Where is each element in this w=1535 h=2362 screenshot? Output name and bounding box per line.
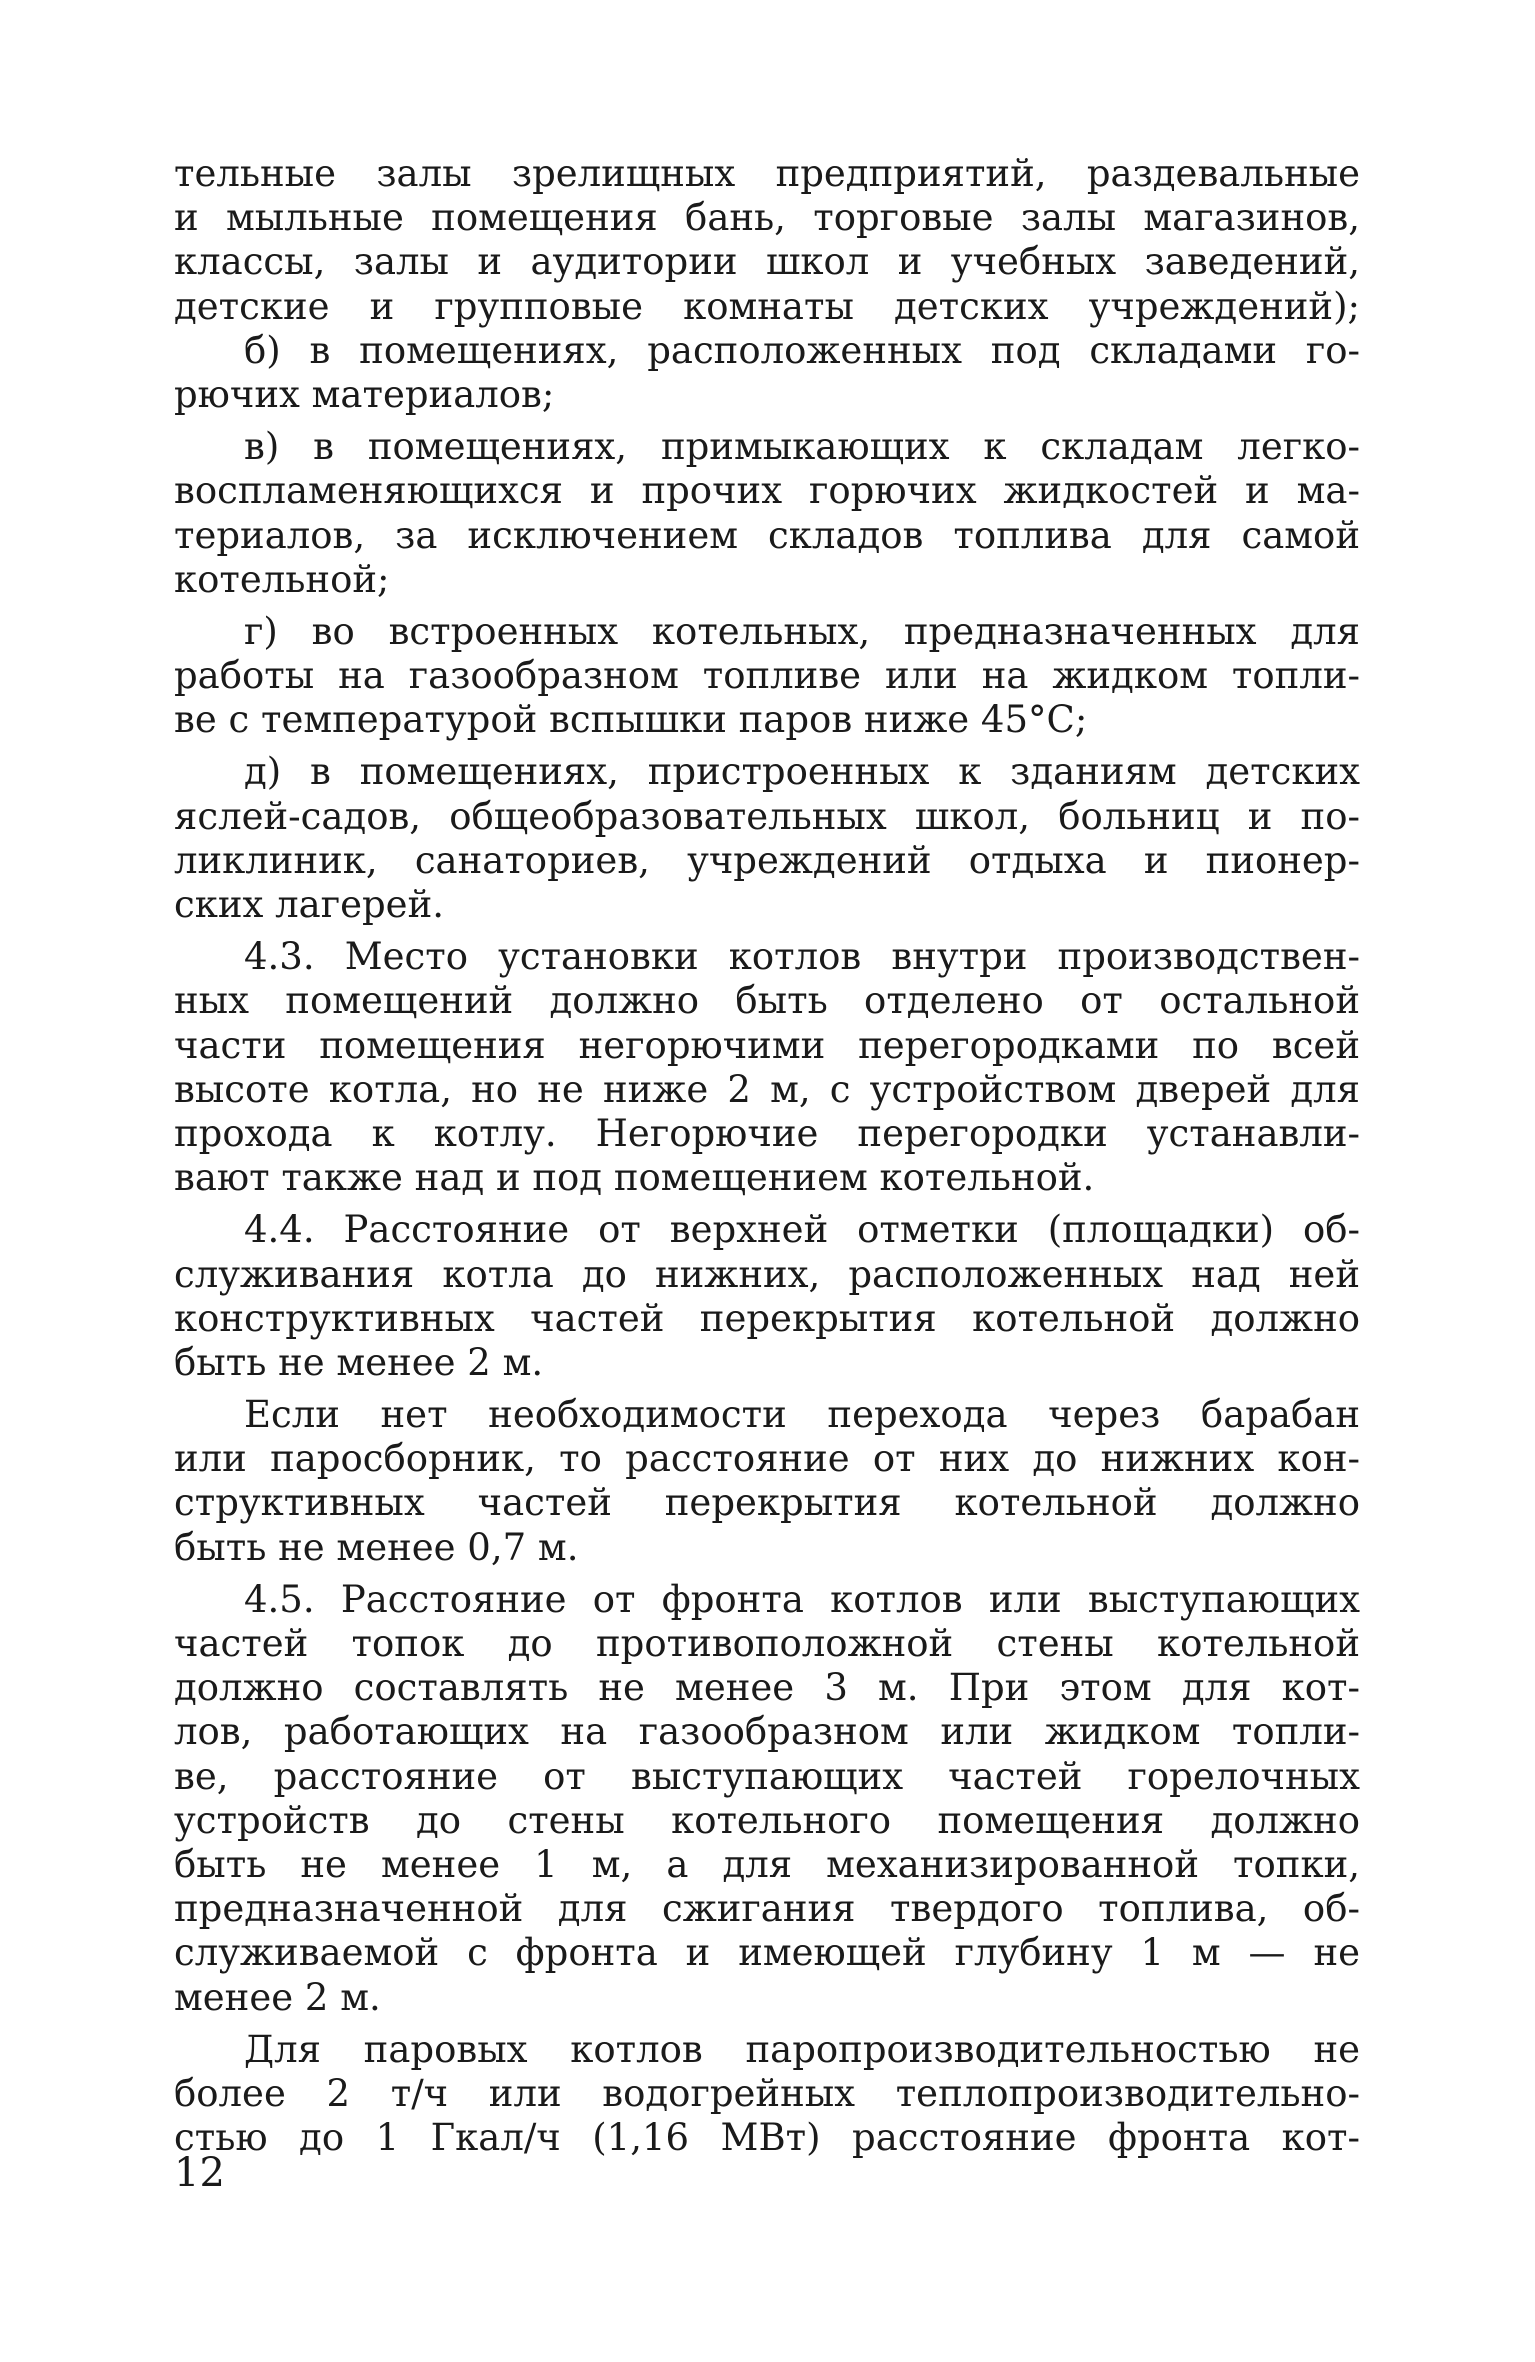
text-line: Для паровых котлов паропроизводительностью не — [244, 2027, 1360, 2071]
text-line: стью до 1 Гкал/ч (1,16 МВт) расстояние фронта кот- — [174, 2116, 1360, 2160]
paragraph-gap — [174, 1200, 1360, 1208]
text-line: 4.5. Расстояние от фронта котлов или выступающих — [244, 1577, 1360, 1621]
text-line: более 2 т/ч или водогрейных теплопроизводительно- — [174, 2071, 1360, 2115]
text-line: ных помещений должно быть отделено от остальной — [174, 979, 1360, 1023]
text-line: быть не менее 2 м. — [174, 1340, 544, 1384]
text-line: конструктивных частей перекрытия котельной должно — [174, 1296, 1360, 1340]
text-line: воспламеняющихся и прочих горючих жидкостей и ма- — [174, 469, 1360, 513]
text-line: териалов, за исключением складов топлива для самой — [174, 513, 1360, 557]
paragraph-gap — [174, 742, 1360, 750]
text-line: лов, работающих на газообразном или жидком топли- — [174, 1710, 1360, 1754]
text-line: ве с температурой вспышки паров ниже 45°С; — [174, 698, 1088, 742]
text-line: тельные залы зрелищных предприятий, раздевальные — [174, 152, 1360, 195]
page-number: 12 — [174, 2150, 225, 2196]
paragraph-gap — [174, 927, 1360, 935]
body-text — [174, 152, 1360, 2160]
text-line: ликлиник, санаториев, учреждений отдыха и пионер- — [174, 838, 1360, 882]
text-line: детские и групповые комнаты детских учреждений); — [174, 284, 1360, 328]
text-line: служивания котла до нижних, расположенных над ней — [174, 1252, 1360, 1296]
text-line: частей топок до противоположной стены котельной — [174, 1622, 1360, 1665]
text-line: прохода к котлу. Негорючие перегородки устанавли- — [174, 1111, 1360, 1155]
paragraph-gap — [174, 2020, 1360, 2028]
text-line: яслей-садов, общеобразовательных школ, больниц и по- — [174, 794, 1360, 838]
text-line: менее 2 м. — [174, 1975, 381, 2019]
text-line: б) в помещениях, расположенных под складами го- — [244, 328, 1360, 372]
text-line: и мыльные помещения бань, торговые залы магазинов, — [174, 196, 1360, 240]
paragraph-gap — [174, 1570, 1360, 1578]
text-line: служиваемой с фронта и имеющей глубину 1 м — не — [174, 1931, 1360, 1975]
text-line: Если нет необходимости перехода через барабан — [244, 1393, 1360, 1437]
text-line: ве, расстояние от выступающих частей горелочных — [174, 1754, 1360, 1798]
text-line: 4.3. Место установки котлов внутри производствен- — [244, 935, 1360, 979]
text-line: рючих материалов; — [174, 372, 555, 416]
paragraph-gap — [174, 1385, 1360, 1393]
text-line: д) в помещениях, пристроенных к зданиям детских — [244, 750, 1360, 794]
text-line: предназначенной для сжигания твердого топлива, об- — [174, 1887, 1360, 1931]
text-line: устройств до стены котельного помещения должно — [174, 1798, 1360, 1842]
text-line: быть не менее 0,7 м. — [174, 1525, 579, 1569]
text-line: в) в помещениях, примыкающих к складам легко- — [244, 425, 1360, 469]
paragraph-gap — [174, 602, 1360, 610]
text-line: 4.4. Расстояние от верхней отметки (площадки) об- — [244, 1208, 1360, 1252]
text-line: классы, залы и аудитории школ и учебных заведений, — [174, 240, 1360, 284]
paragraph-gap — [174, 417, 1360, 425]
text-line: части помещения негорючими перегородками по всей — [174, 1023, 1360, 1067]
text-line: высоте котла, но не ниже 2 м, с устройством дверей для — [174, 1067, 1360, 1111]
text-line: или паросборник, то расстояние от них до нижних кон- — [174, 1437, 1360, 1481]
text-line: быть не менее 1 м, а для механизированной топки, — [174, 1842, 1360, 1886]
text-line: ских лагерей. — [174, 883, 444, 926]
text-line: г) во встроенных котельных, предназначенных для — [244, 609, 1360, 653]
text-line: вают также над и под помещением котельной. — [174, 1156, 1095, 1200]
text-line: котельной; — [174, 557, 390, 601]
text-line: должно составлять не менее 3 м. При этом для кот- — [174, 1666, 1360, 1710]
text-line: работы на газообразном топливе или на жидком топли- — [174, 654, 1360, 698]
text-line: структивных частей перекрытия котельной должно — [174, 1481, 1360, 1525]
